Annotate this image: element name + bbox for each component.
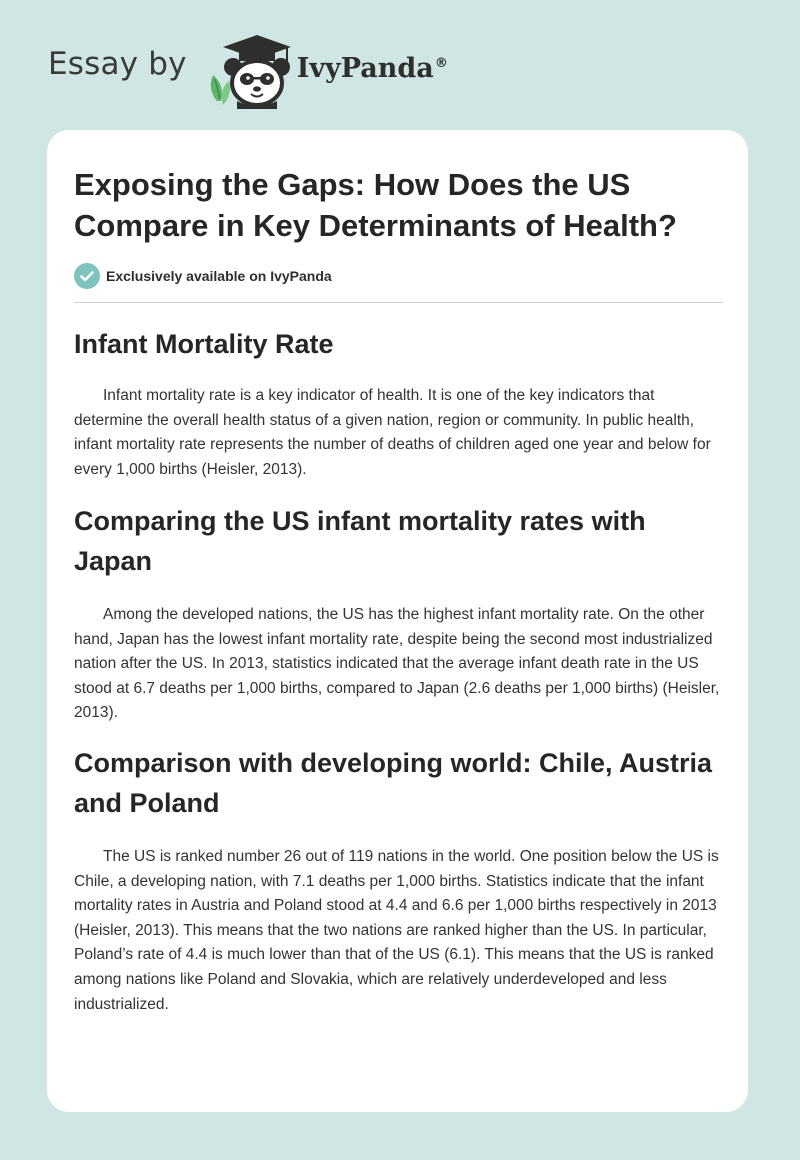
section-body-developing-world: The US is ranked number 26 out of 119 nations in the world. One position below the US is Chile, a developing nation, with 7.1 deaths per 1,000 births. Statistics indicate that the infant mortality rates in Austria and Poland stood at 4.4 and 6.6 per 1,000 births respectively in 2013 (Heisler, 2013). This means that the two nations are ranked higher than the US. In particular, Poland’s rate of 4.4 is much lower than that of the US (6.1). This means that the US is ranked among nations like Poland and Slovakia, which are relatively underdeveloped and less industrialized. (74, 848, 719, 1013)
title-divider (74, 302, 723, 303)
exclusive-badge-text: Exclusively available on IvyPanda (106, 268, 332, 284)
panda-graduate-logo-icon[interactable] (203, 31, 295, 109)
registered-mark: ® (434, 55, 448, 71)
essay-by-label: Essay by (48, 46, 187, 82)
site-header (48, 30, 448, 110)
brand-name: IvyPanda® (296, 52, 448, 84)
exclusive-badge (74, 263, 332, 289)
section-body-us-vs-japan: Among the developed nations, the US has the highest infant mortality rate. On the other hand, Japan has the lowest infant mortality rate, despite being the second most industrialized nation after the US. In 2013, statistics indicated that the average infant death rate in the US stood at 6.7 deaths per 1,000 births, compared to Japan (2.6 deaths per 1,000 births) (Heisler, 2013). (74, 606, 720, 722)
section-body-infant-mortality: Infant mortality rate is a key indicator of health. It is one of the key indicators that determine the overall health status of a given nation, region or community. In public health, infant mortality rate represents the number of deaths of children aged one year and below for every 1,000 births (Heisler, 2013). (74, 387, 711, 478)
section-heading-developing-world: Comparison with developing world: Chile, Austria and Poland (74, 748, 713, 818)
essay-card (47, 130, 748, 1112)
page-title: Exposing the Gaps: How Does the US Compare in Key Determinants of Health? (74, 167, 677, 243)
section-heading-infant-mortality: Infant Mortality Rate (74, 329, 334, 359)
section-heading-us-vs-japan: Comparing the US infant mortality rates with Japan (74, 506, 646, 576)
check-circle-icon (74, 263, 100, 289)
